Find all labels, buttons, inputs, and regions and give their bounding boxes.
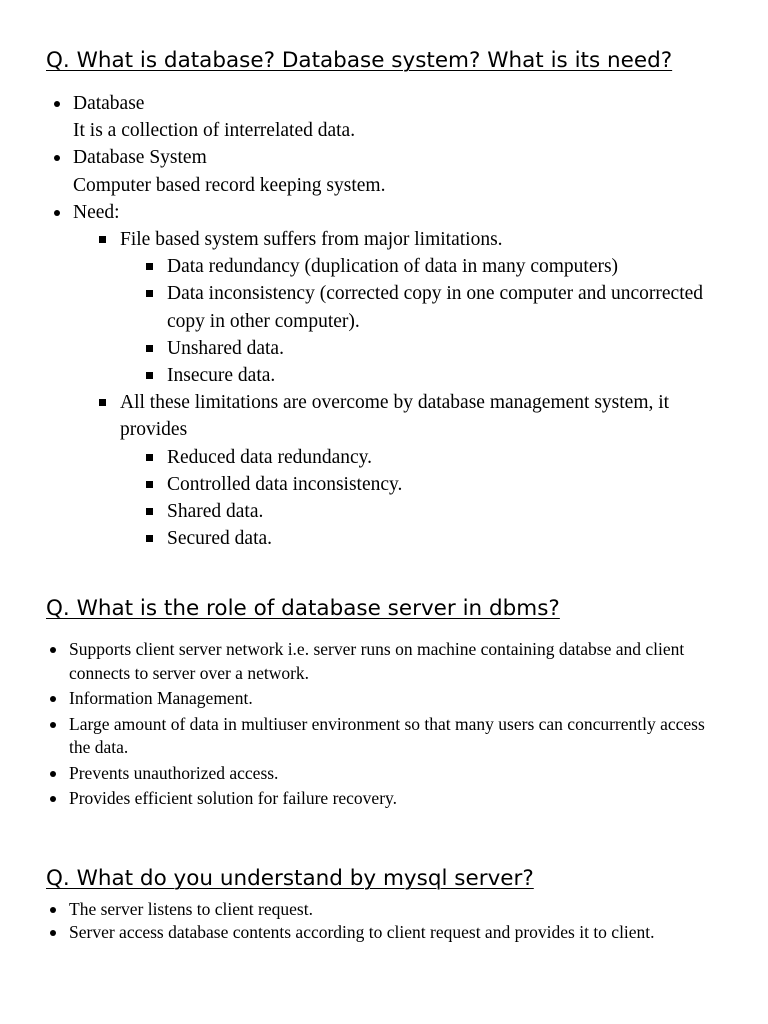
list-item: Large amount of data in multiuser environment so that many users can concurrently access the data. (46, 713, 726, 760)
need-list (97, 226, 730, 552)
list-item: Supports client server network i.e. server runs on machine containing databse and client connects to server over a network. (46, 638, 726, 685)
list-item: The server listens to client request. (46, 898, 726, 921)
need-point-text: All these limitations are overcome by database management system, it provides (120, 392, 670, 441)
sub-item: Unshared data. (144, 335, 730, 362)
sub-item: Insecure data. (144, 362, 730, 389)
item-description: Computer based record keeping system. (73, 174, 386, 196)
item-description: It is a collection of interrelated data. (73, 120, 356, 142)
item-term: Database System (73, 147, 207, 169)
sub-item: Reduced data redundancy. (144, 444, 730, 471)
need-point (97, 389, 730, 552)
limitations-list (144, 253, 730, 389)
list-item (50, 199, 730, 553)
list-item (50, 144, 730, 198)
list-item (50, 90, 730, 144)
list-item: Prevents unauthorized access. (46, 762, 726, 786)
section3-heading: Q. What do you understand by mysql server? (46, 866, 534, 891)
section3-list (46, 898, 726, 943)
section2-list (46, 638, 726, 813)
section1-list (50, 90, 730, 552)
sub-item: Shared data. (144, 498, 730, 525)
sub-item: Secured data. (144, 525, 730, 552)
provides-list (144, 444, 730, 553)
need-label: Need: (73, 201, 120, 223)
list-item: Information Management. (46, 687, 726, 711)
section1-heading: Q. What is database? Database system? What is its need? (46, 48, 673, 73)
list-item: Provides efficient solution for failure recovery. (46, 787, 726, 811)
sub-item: Controlled data inconsistency. (144, 471, 730, 498)
sub-item: Data inconsistency (corrected copy in one computer and uncorrected copy in other computer). (144, 280, 730, 334)
need-point-text: File based system suffers from major limitations. (120, 229, 503, 251)
need-point (97, 226, 730, 389)
list-item: Server access database contents according to client request and provides it to client. (46, 921, 726, 944)
sub-item: Data redundancy (duplication of data in many computers) (144, 253, 730, 280)
item-term: Database (73, 93, 145, 114)
section2-heading: Q. What is the role of database server in dbms? (46, 596, 560, 621)
